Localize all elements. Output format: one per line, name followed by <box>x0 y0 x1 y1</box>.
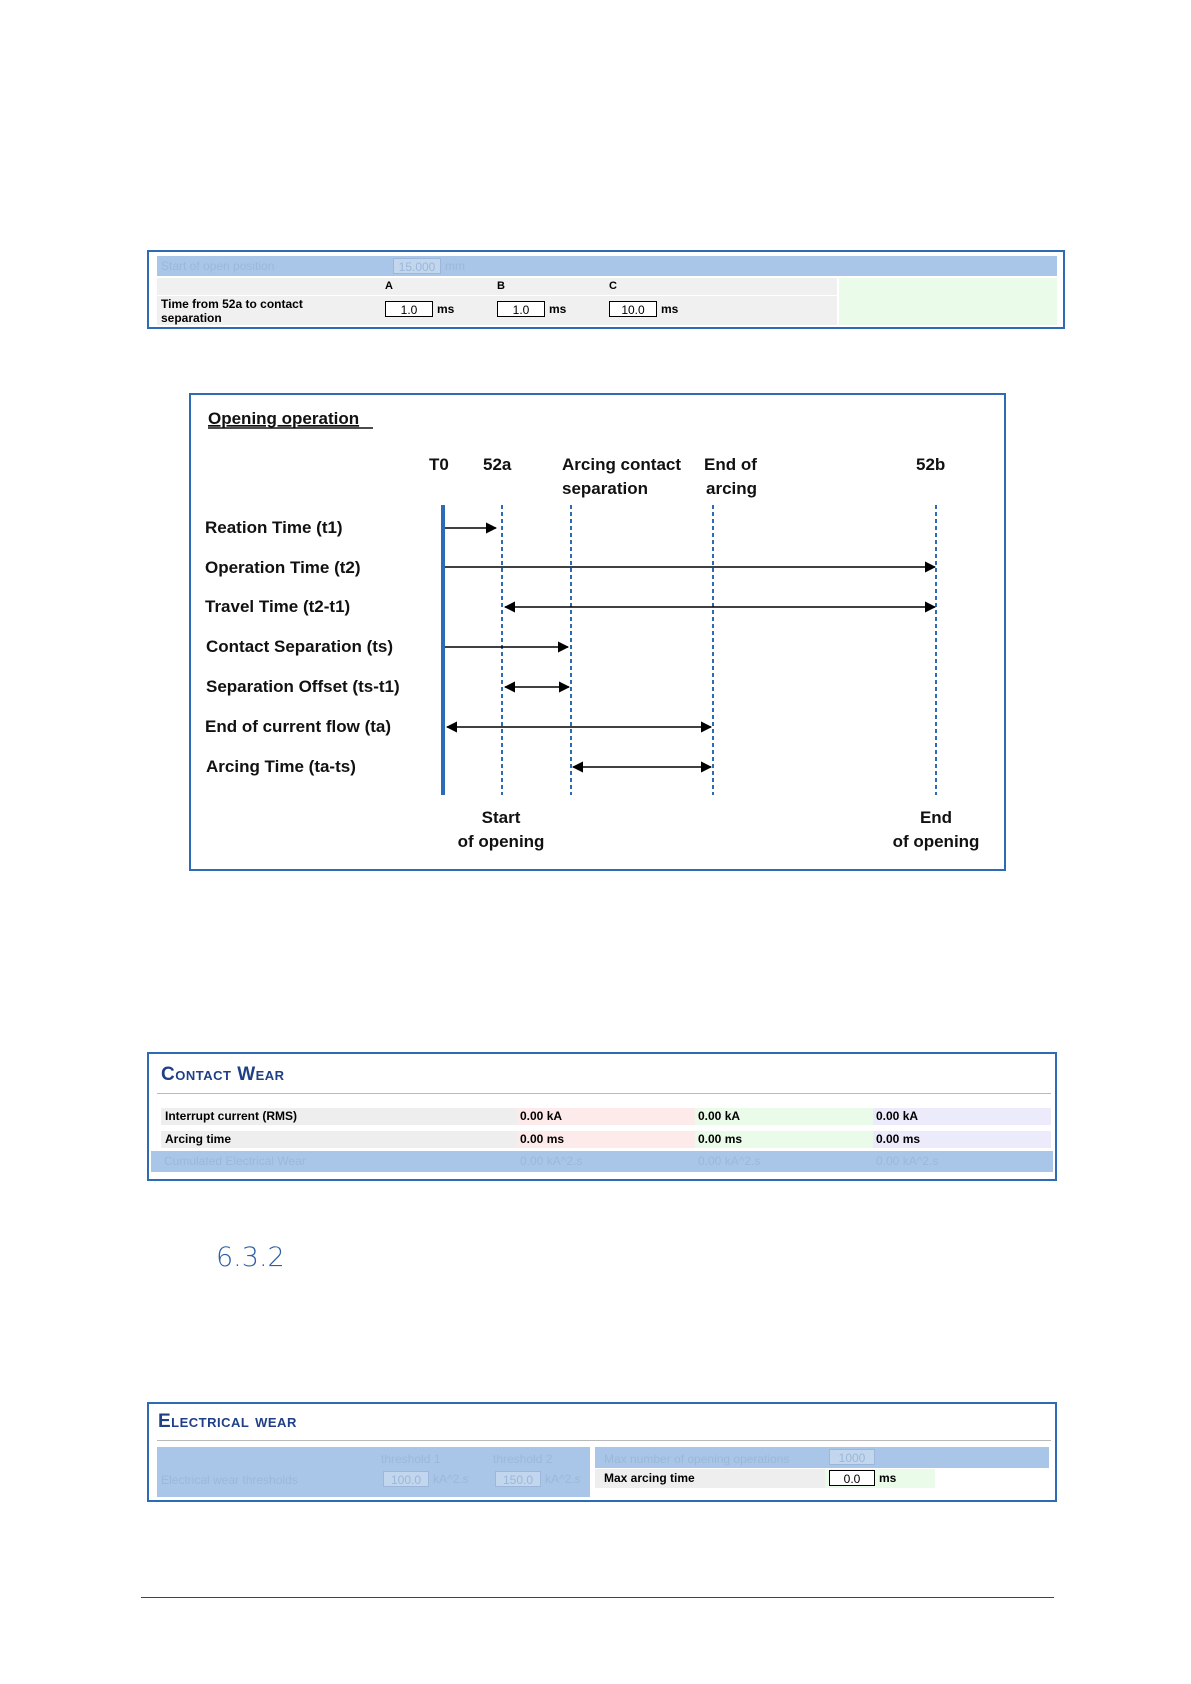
phase-a-time-input[interactable]: 1.0 <box>385 301 433 317</box>
max-ops-input: 1000 <box>829 1449 875 1465</box>
label-52b: 52b <box>916 455 946 474</box>
threshold1-input: 100.0 <box>383 1471 429 1487</box>
row-label-travel-time: Travel Time (t2-t1) <box>205 597 351 616</box>
max-arcing-unit: ms <box>879 1471 897 1485</box>
timing-diagram-svg <box>191 395 1004 869</box>
col-a-header: A <box>385 280 393 292</box>
title-divider <box>157 1093 1051 1094</box>
threshold2-input: 150.0 <box>495 1471 541 1487</box>
interrupt-current-a: 0.00 kA <box>517 1108 695 1125</box>
label-end: End <box>919 808 953 827</box>
start-of-open-position-label: Start of open position <box>161 259 275 273</box>
row-label-reaction-time: Reation Time (t1) <box>205 518 343 537</box>
diagram-title: Opening operation <box>208 409 360 428</box>
label-start: Start <box>481 808 521 827</box>
row-label-end-of-current-flow: End of current flow (ta) <box>205 717 392 736</box>
arcing-time-c: 0.00 ms <box>873 1131 1051 1148</box>
threshold1-label: threshold 1 <box>381 1452 441 1466</box>
open-position-panel <box>147 250 1065 329</box>
arcing-time-b: 0.00 ms <box>695 1131 873 1148</box>
contact-wear-panel <box>147 1052 1057 1181</box>
threshold1-unit: kA^2.s <box>433 1472 469 1486</box>
arcing-time-label: Arcing time <box>161 1131 517 1148</box>
label-arcing: arcing <box>706 479 758 498</box>
phase-b-time-input[interactable]: 1.0 <box>497 301 545 317</box>
max-ops-label: Max number of opening operations <box>604 1452 790 1466</box>
max-arcing-input[interactable]: 0.0 <box>829 1470 875 1486</box>
cumulated-wear-c: 0.00 kA^2.s <box>876 1154 939 1168</box>
max-arcing-label: Max arcing time <box>604 1471 695 1485</box>
status-area <box>839 278 1057 325</box>
label-start-of-opening: of opening <box>457 832 545 851</box>
electrical-wear-panel <box>147 1402 1057 1502</box>
interrupt-current-label: Interrupt current (RMS) <box>161 1108 517 1125</box>
label-end-of: End of <box>704 455 757 474</box>
label-end-of-opening: of opening <box>892 832 980 851</box>
phase-c-time-input[interactable]: 10.0 <box>609 301 657 317</box>
electrical-wear-title: Electrical wear <box>158 1411 297 1432</box>
label-arcing-contact: Arcing contact <box>562 455 682 474</box>
row-label-contact-separation: Contact Separation (ts) <box>206 637 394 656</box>
footer-divider <box>141 1597 1054 1598</box>
start-of-open-position-unit: mm <box>445 259 465 273</box>
phase-b-unit: ms <box>549 302 567 316</box>
label-52a: 52a <box>483 455 512 474</box>
col-c-header: C <box>609 280 617 292</box>
interrupt-current-b: 0.00 kA <box>695 1108 873 1125</box>
time-52a-label: Time from 52a to contact separation <box>161 297 303 325</box>
row-label-operation-time: Operation Time (t2) <box>205 558 361 577</box>
thresholds-label: Electrical wear thresholds <box>161 1473 298 1487</box>
start-of-open-position-row <box>157 256 1057 276</box>
col-b-header: B <box>497 280 505 292</box>
cumulated-wear-a: 0.00 kA^2.s <box>520 1154 583 1168</box>
threshold2-unit: kA^2.s <box>545 1472 581 1486</box>
label-separation: separation <box>562 479 648 498</box>
cumulated-wear-b: 0.00 kA^2.s <box>698 1154 761 1168</box>
title-divider <box>157 1440 1051 1441</box>
row-label-separation-offset: Separation Offset (ts-t1) <box>206 677 400 696</box>
contact-wear-title: Contact Wear <box>161 1064 285 1085</box>
phase-c-unit: ms <box>661 302 679 316</box>
label-t0: T0 <box>429 455 449 474</box>
opening-operation-diagram <box>189 393 1006 871</box>
arcing-time-a: 0.00 ms <box>517 1131 695 1148</box>
cumulated-wear-label: Cumulated Electrical Wear <box>164 1154 306 1168</box>
interrupt-current-c: 0.00 kA <box>873 1108 1051 1125</box>
phase-a-unit: ms <box>437 302 455 316</box>
threshold2-label: threshold 2 <box>493 1452 553 1466</box>
section-number: 6.3.2 <box>216 1242 285 1273</box>
start-of-open-position-input: 15.000 <box>393 258 441 274</box>
row-label-arcing-time: Arcing Time (ta-ts) <box>206 757 356 776</box>
